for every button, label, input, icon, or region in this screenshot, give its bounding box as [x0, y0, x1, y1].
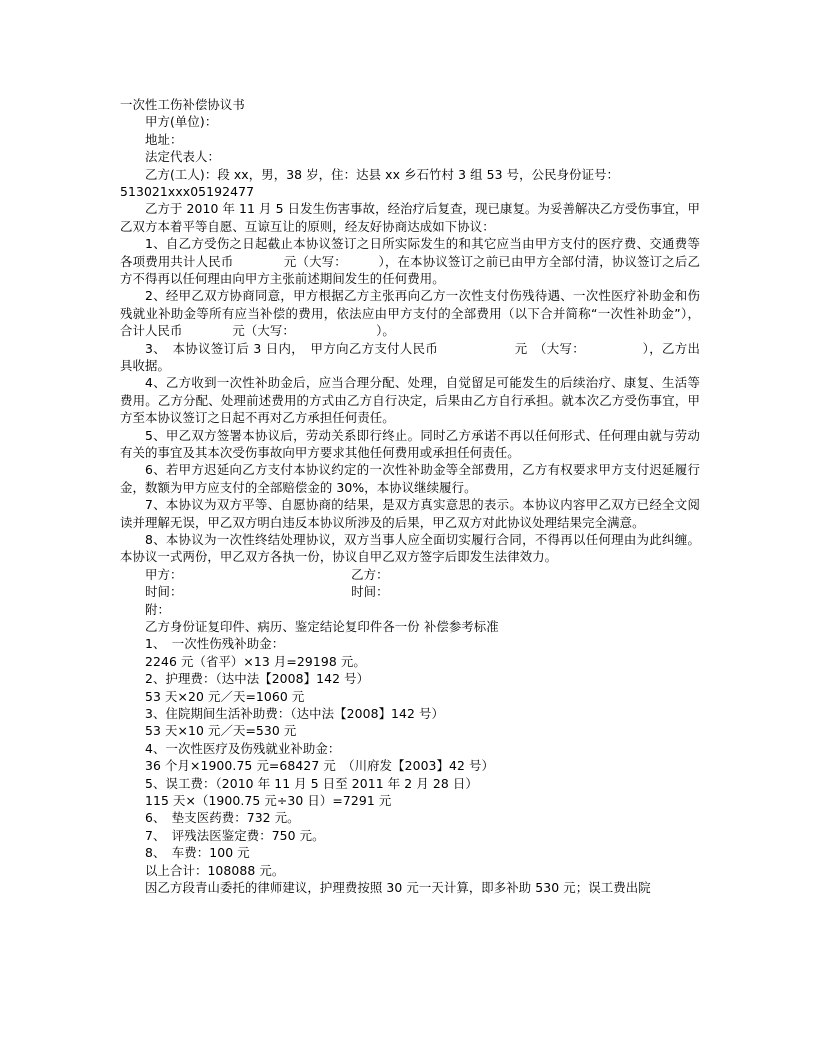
item-2-calc: 53 天×20 元／天=1060 元 — [145, 688, 305, 704]
clause-1: 1、自乙方受伤之日起截止本协议签订之日所实际发生的和其它应当由甲方支付的医疗费、交通费等各项费用共计人民币 元（大写： ），在本协议签订之前已由甲方全部付清，协议签订之后乙方不得再以任何理由向甲方主张前述期间发生的任何费用。 — [120, 236, 700, 286]
address-field: 地址： — [145, 131, 183, 147]
id-number: 513021xxx05192477 — [120, 183, 255, 199]
annex-documents: 乙方身份证复印件、病历、鉴定结论复印件各一份 补偿参考标准 — [145, 619, 499, 635]
clause-4: 4、乙方收到一次性补助金后，应当合理分配、处理，自觉留足可能发生的后续治疗、康复、生活等费用。乙方分配、处理前述费用的方式由乙方自行决定，后果由乙方自行承担。就本次乙方受伤事宜，甲方至本协议签订之日起不再对乙方承担任何责任。 — [120, 375, 700, 426]
clause-8: 8、本协议为一次性终结处理协议，双方当事人应全面切实履行合同，不得再以任何理由为此纠缠。本协议一式两份，甲乙双方各执一份，协议自甲乙双方签字后即发生法律效力。 — [120, 532, 700, 565]
item-3: 3、住院期间生活补助费：（达中法【2008】142 号） — [145, 706, 445, 721]
clause-6: 6、若甲方迟延向乙方支付本协议约定的一次性补助金等全部费用，乙方有权要求甲方支付迟延履行金，数额为甲方应支付的全部赔偿金的 30%，本协议继续履行。 — [120, 462, 700, 495]
intro-paragraph: 乙方于 2010 年 11 月 5 日发生伤害事故，经治疗后复查，现已康复。为妥善解决乙方受伤事宜，甲乙双方本着平等自愿、互谅互让的原则，经友好协商达成如下协议： — [120, 201, 700, 234]
item-8: 8、 车费：100 元 — [145, 845, 250, 861]
clause-3: 3、 本协议签订后 3 日内， 甲方向乙方支付人民币 元 （大写： ），乙方出具收据。 — [120, 340, 700, 373]
annex-heading: 附： — [145, 601, 170, 617]
note-line: 因乙方段青山委托的律师建议，护理费按照 30 元一天计算，即多补助 530 元；误工费出院 — [145, 879, 651, 895]
clause-7: 7、本协议为双方平等、自愿协商的结果，是双方真实意思的表示。本协议内容甲乙双方已经全文阅读并理解无误，甲乙双方明白违反本协议所涉及的后果，甲乙双方对此协议处理结果完全满意。 — [120, 497, 700, 530]
total-line: 以上合计：108088 元。 — [145, 862, 285, 878]
document-title: 一次性工伤补偿协议书 — [120, 97, 245, 112]
clause-2: 2、经甲乙双方协商同意，甲方根据乙方主张再向乙方一次性支付伤残待遇、一次性医疗补助金和伤残就业补助金等所有应当补偿的费用，依法应由甲方支付的全部费用（以下合并简称“一次性补助金”），合计人民币 元（大写： ）。 — [120, 288, 700, 339]
item-6: 6、 垫支医药费：732 元。 — [145, 810, 300, 826]
signature-line: 甲方： 乙方： — [145, 566, 389, 582]
date-line: 时间： 时间： — [145, 584, 389, 600]
clause-5: 5、甲乙双方签署本协议后，劳动关系即行终止。同时乙方承诺不再以任何形式、任何理由就与劳动有关的事宜及其本次受伤事故向甲方要求其他任何费用或承担任何责任。 — [120, 427, 700, 461]
item-2: 2、护理费：（达中法【2008】142 号） — [145, 671, 370, 687]
item-1: 1、 一次性伤残补助金： — [145, 636, 285, 652]
item-5-calc: 115 天×（1900.75 元÷30 日）=7291 元 — [145, 792, 392, 808]
item-3-calc: 53 天×10 元／天=530 元 — [145, 723, 297, 739]
item-4-calc: 36 个月×1900.75 元=68427 元 （川府发【2003】42 号） — [145, 758, 495, 774]
item-1-calc: 2246 元（省平）×13 月=29198 元。 — [145, 653, 366, 669]
document-body — [120, 96, 700, 896]
party-a-field: 甲方(单位)： — [145, 114, 218, 130]
legal-rep-field: 法定代表人： — [145, 149, 220, 165]
party-b-field: 乙方(工人)：段 xx，男，38 岁，住：达县 xx 乡石竹村 3 组 53 号，公民身份证号： — [145, 166, 620, 182]
item-5: 5、误工费：（2010 年 11 月 5 日至 2011 年 2 月 28 日） — [145, 775, 478, 791]
item-4: 4、一次性医疗及伤残就业补助金： — [145, 740, 341, 756]
item-7: 7、 评残法医鉴定费：750 元。 — [145, 827, 325, 843]
